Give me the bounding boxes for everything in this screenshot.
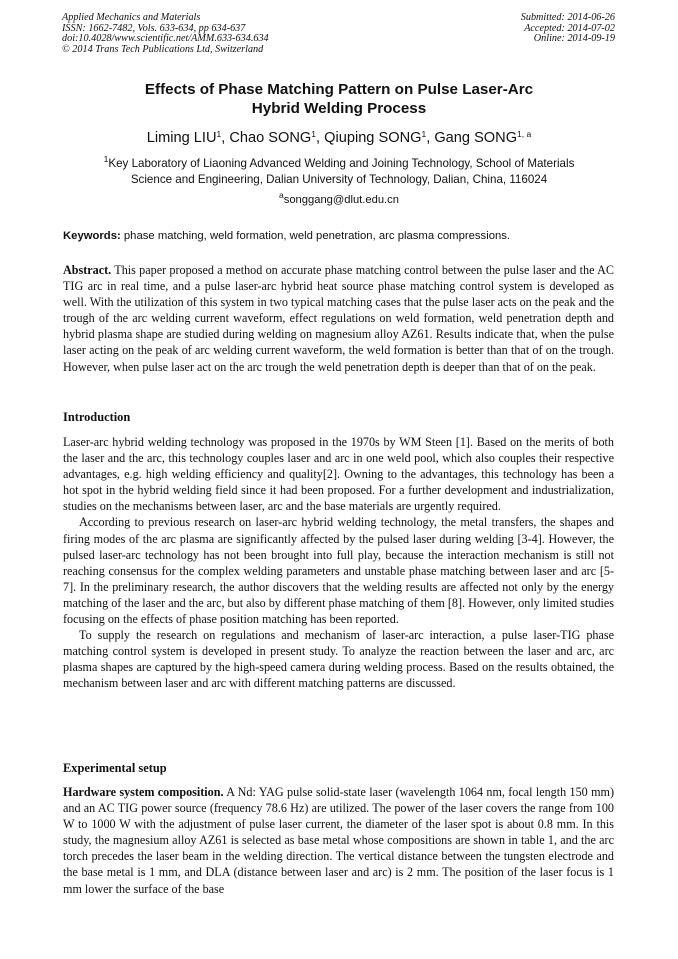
keywords xyxy=(63,229,623,243)
paper-title xyxy=(0,80,678,118)
introduction-paragraph-2: According to previous research on laser-arc hybrid welding technology, the metal transfers, the shapes and firing modes of the arc plasma are significantly affected by the pulsed laser during welding [3-4]. However, the pulsed laser-arc technology has not been brought into full play, because the interaction mechanism is still not reaching consensus for the complex welding parameters and unstable phase matching between laser and arc [5-7]. In the preliminary research, the author discovers that the welding results are affected not only by the energy matching of the laser and the arc, but also by different phase matching of them [8]. However, only limited studies focusing on the effects of phase position matching has been reported. xyxy=(63,515,614,627)
author-name: Liming LIU xyxy=(146,130,217,146)
corresponding-email xyxy=(0,190,678,207)
journal-name: Applied Mechanics and Materials xyxy=(62,12,201,23)
author-name: Chao SONG xyxy=(229,130,312,146)
author-affiliation-mark: 1 xyxy=(311,129,317,139)
online-date: Online: 2014-09-19 xyxy=(533,33,615,45)
introduction-paragraph-3: To supply the research on regulations and mechanism of laser-arc interaction, a pulse laser-TIG phase matching control system is developed in present study. To analyze the reaction between the laser and arc, arc plasma shapes are captured by the high-speed camera during welding process. Based on the results obtained, the mechanism between laser and arc with different matching patterns are discussed. xyxy=(63,628,614,691)
submission-dates xyxy=(521,13,615,45)
affiliation-mark: 1 xyxy=(103,154,109,164)
accepted-date: Accepted: 2014-07-02 xyxy=(524,22,615,34)
author-list xyxy=(0,129,678,147)
affiliation-line-1 xyxy=(0,156,678,172)
issn-line: ISSN: 1662-7482, Vols. 633-634, pp 634-637 xyxy=(62,22,246,34)
author-separator: , xyxy=(316,130,325,146)
author-name: Gang SONG xyxy=(434,130,518,146)
doi-line: doi:10.4028/www.scientific.net/AMM.633-634.634 xyxy=(62,33,269,45)
email-mark: a xyxy=(279,190,284,200)
experimental-heading: Experimental setup xyxy=(63,761,167,775)
introduction-body xyxy=(63,434,614,692)
keywords-label: Keywords: xyxy=(63,230,121,242)
abstract-label: Abstract. xyxy=(63,263,112,277)
author-separator: , xyxy=(426,130,435,146)
hardware-text: A Nd: YAG pulse solid-state laser (wavelength 1064 nm, focal length 150 mm) and an AC TIG power source (frequency 78.6 Hz) are utilized. The power of the laser covers the range from 100 W to 1000 W with the adjustment of pulse laser current, the diameter of the laser spot is about 0.8 mm. In this study, the magnesium alloy AZ61 is selected as base metal whose compositions are shown in table 1, and the arc torch precedes the laser beam in the welding direction. The vertical distance between the tungsten electrode and the base metal is 1 mm, and DLA (distance between laser and arc) is 2 mm. The position of the laser focus is 1 mm lower the surface of the base xyxy=(63,785,614,896)
abstract-paragraph xyxy=(63,262,614,375)
abstract-text: This paper proposed a method on accurate phase matching control between the pulse laser and the AC TIG arc in real time, and a pulse laser-arc hybrid heat source phase matching control system is developed as well. With the utilization of this system in two typical matching cases that the pulse laser acts on the peak and the trough of the arc welding current waveform, effect regulations on weld formation, weld penetration depth and hybrid plasma shape are studied during welding on magnesium alloy AZ61. Results indicate that, when the pulse laser acting on the peak of arc welding current waveform, the weld formation is better than that of on the trough. However, when pulse laser act on the arc trough the weld penetration depth is deeper than that of on the peak. xyxy=(63,263,614,374)
experimental-body xyxy=(63,784,614,897)
introduction-heading: Introduction xyxy=(63,410,131,424)
title-line-1: Effects of Phase Matching Pattern on Pulse Laser-Arc xyxy=(144,81,534,98)
hardware-label: Hardware system composition. xyxy=(63,785,224,799)
author-affiliation-mark: 1 xyxy=(421,129,427,139)
journal-info xyxy=(62,13,269,55)
email-address: songgang@dlut.edu.cn xyxy=(283,194,399,206)
title-line-2: Hybrid Welding Process xyxy=(251,100,427,117)
affiliation-line-2: Science and Engineering, Dalian University of Technology, Dalian, China, 116024 xyxy=(130,173,548,186)
author-affiliation-mark: 1, a xyxy=(517,129,532,139)
affiliation xyxy=(0,156,678,188)
submitted-date: Submitted: 2014-06-26 xyxy=(520,12,615,23)
author-affiliation-mark: 1 xyxy=(216,129,222,139)
abstract xyxy=(63,262,614,375)
affiliation-text-1: Key Laboratory of Liaoning Advanced Welding and Joining Technology, School of Materials xyxy=(108,157,575,170)
introduction-paragraph-1: Laser-arc hybrid welding technology was proposed in the 1970s by WM Steen [1]. Based on the merits of both the laser and the arc, this technology couples laser and arc in one weld pool, which also couples their respective advantages, e.g. high welding efficiency and quality[2]. Owning to the advantages, this technology has been a hot spot in the hybrid welding field since it had been proposed. For a further development and industrialization, studies on the mechanisms between laser, arc and the base materials are urgently required. xyxy=(63,435,614,514)
experimental-paragraph xyxy=(63,784,614,897)
keywords-text: phase matching, weld formation, weld penetration, arc plasma compressions. xyxy=(120,230,511,242)
author-separator: , xyxy=(221,130,230,146)
author-name: Qiuping SONG xyxy=(324,130,422,146)
copyright-line: © 2014 Trans Tech Publications Ltd, Switzerland xyxy=(62,43,264,55)
